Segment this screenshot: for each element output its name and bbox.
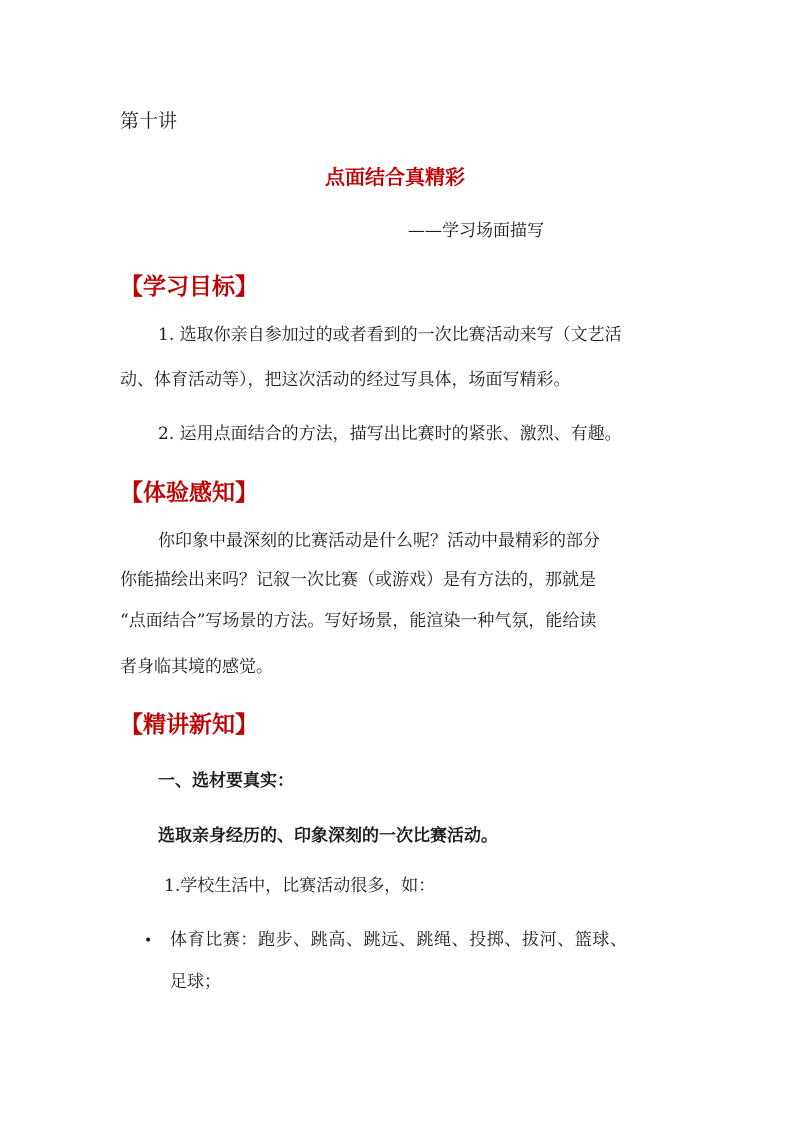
list-item: 1.学校生活中，比赛活动很多，如： [164, 876, 436, 896]
subheading-material: 一、选材要真实： [158, 771, 294, 791]
experience-line: 你印象中最深刻的比赛活动是什么呢？活动中最精彩的部分 [158, 531, 600, 551]
experience-line: “点面结合”写场景的方法。写好场景，能渲染一种气氛，能给读 [120, 611, 597, 631]
goal-line: 动、体育活动等），把这次活动的经过写具体，场面写精彩。 [120, 370, 571, 390]
lecture-number: 第十讲 [120, 110, 178, 132]
section-heading-new-knowledge: 【精讲新知】 [120, 711, 258, 738]
bullet-line: 体育比赛：跑步、跳高、跳远、跳绳、投掷、拔河、篮球、 [170, 930, 628, 950]
bullet-icon: • [144, 933, 153, 949]
document-title-text: 点面结合真精彩 [325, 165, 465, 189]
document-subtitle: ——学习场面描写 [408, 221, 544, 241]
bold-instruction: 选取亲身经历的、印象深刻的一次比赛活动。 [158, 826, 498, 846]
bullet-line: 足球； [170, 972, 221, 992]
goal-line: 2. 运用点面结合的方法，描写出比赛时的紧张、激烈、有趣。 [158, 424, 622, 444]
section-heading-goals: 【学习目标】 [120, 273, 258, 300]
section-heading-experience: 【体验感知】 [120, 479, 258, 506]
experience-line: 你能描绘出来吗？记叙一次比赛（或游戏）是有方法的，那就是 [120, 570, 596, 590]
goal-line: 1. 选取你亲自参加过的或者看到的一次比赛活动来写（文艺活 [158, 325, 622, 345]
experience-line: 者身临其境的感觉。 [120, 657, 273, 677]
document-title [0, 161, 794, 190]
